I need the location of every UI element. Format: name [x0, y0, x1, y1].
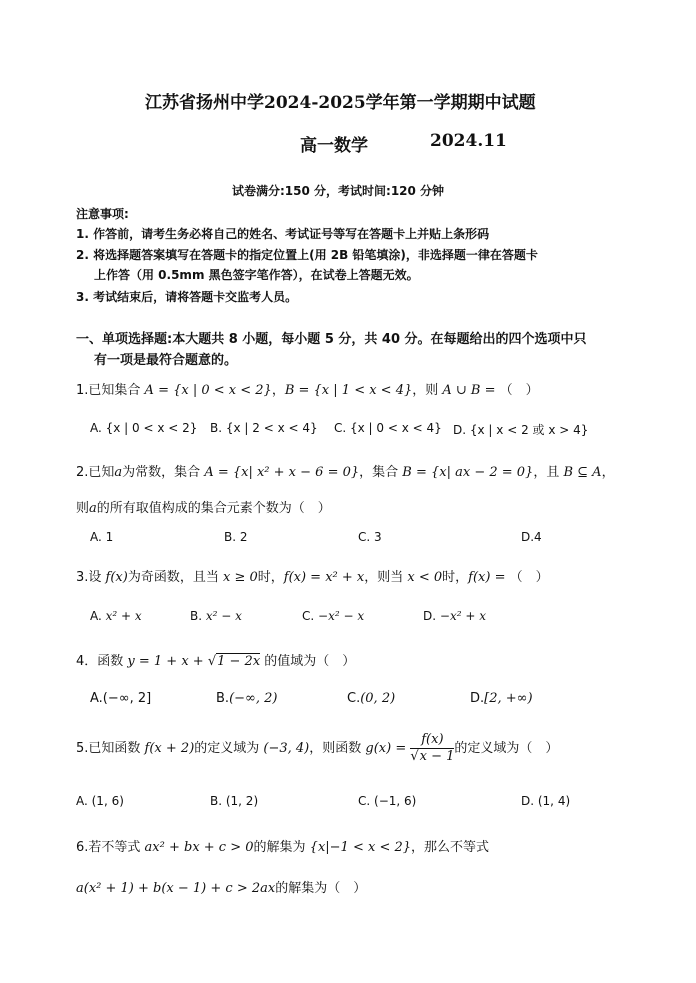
question-4-stem — [76, 650, 355, 669]
question-5-text-c: ，则函数 — [309, 741, 366, 756]
question-5-text-a: 5.已知函数 — [76, 741, 145, 756]
question-5-stem — [76, 732, 558, 765]
question-3-text-c: 时， — [257, 570, 284, 585]
question-4-option-d-interval: [2, +∞) — [484, 691, 533, 706]
question-2-set-b: B = {x| ax − 2 = 0} — [402, 465, 534, 480]
notes-item-1: 1. 作答前，请考生务必将自己的姓名、考试证号等写在答题卡上并贴上条形码 — [76, 227, 490, 241]
question-4-option-d — [470, 691, 533, 706]
question-3-text-e: 时， — [442, 570, 469, 585]
question-6-inequality-1: ax² + bx + c > 0 — [144, 840, 254, 855]
section-1-line-1: 一、单项选择题:本大题共 8 小题，每小题 5 分，共 40 分。在每题给出的四个选项中只 — [76, 332, 587, 347]
question-5-text-b: 的定义域为 — [194, 741, 264, 756]
question-3-text-b: 为奇函数，且当 — [127, 570, 223, 585]
question-4-option-b-interval: (−∞, 2) — [229, 691, 278, 706]
question-4-option-b-label: B. — [216, 691, 230, 706]
question-4-option-c — [347, 691, 395, 706]
question-2-subset-expression: B ⊆ A — [563, 465, 602, 480]
question-3-fx: f(x) — [105, 570, 128, 585]
question-4-radicand: 1 − 2x — [217, 654, 261, 669]
question-3-option-d — [423, 609, 486, 623]
question-2-stem — [76, 461, 615, 480]
question-4-expression: y = 1 + x + — [127, 654, 208, 669]
question-4-option-c-label: C. — [347, 691, 361, 706]
question-3-option-b — [190, 609, 242, 623]
question-2-line2-text-b: 的所有取值构成的集合元素个数为（ ） — [96, 501, 331, 516]
question-6-solution-set: {x|−1 < x < 2} — [309, 840, 412, 855]
question-3-answer-paren: （ ） — [509, 570, 549, 585]
question-1-option-a: A. {x | 0 < x < 2} — [90, 421, 198, 435]
question-3-option-d-expression: −x² + x — [439, 609, 486, 623]
question-4-option-b — [216, 691, 277, 706]
question-1-option-d: D. {x | x < 2 或 x > 4} — [453, 423, 589, 437]
question-5-fraction-denominator — [410, 749, 454, 765]
question-1-expression: A ∪ B = — [442, 383, 500, 398]
question-3-option-c-label: C. — [302, 609, 315, 623]
exam-title: 江苏省扬州中学2024-2025学年第一学期期中试题 — [145, 93, 536, 113]
question-1-set-a: A = {x | 0 < x < 2} — [144, 383, 272, 398]
question-6-text-c: ，那么不等式 — [411, 840, 490, 855]
question-2-set-a: A = {x| x² + x − 6 = 0} — [204, 465, 360, 480]
question-3-option-c-expression: −x² − x — [318, 609, 365, 623]
question-1-text-a: 1.已知集合 — [76, 383, 145, 398]
exam-info: 试卷满分:150 分，考试时间:120 分钟 — [232, 184, 445, 198]
section-1-line-2: 有一项是最符合题意的。 — [94, 353, 238, 368]
question-2-line2-text-a: 则 — [76, 501, 90, 516]
question-3-option-a — [90, 609, 142, 623]
question-5-option-d: D. (1, 4) — [521, 794, 571, 808]
question-3-option-b-expression: x² − x — [205, 609, 242, 623]
radical-sign: √ — [410, 749, 419, 764]
question-1-separator: ， — [271, 383, 285, 398]
question-3-option-d-label: D. — [423, 609, 437, 623]
question-1-option-c: C. {x | 0 < x < 4} — [334, 421, 442, 435]
question-1-answer-paren: （ ） — [499, 383, 539, 398]
notes-item-2-line-1: 2. 将选择题答案填写在答题卡的指定位置上(用 2B 铅笔填涂)，非选择题一律在答题卡 — [76, 248, 538, 262]
question-6-inequality-2: a(x² + 1) + b(x − 1) + c > 2ax — [76, 881, 276, 896]
question-3-stem — [76, 566, 549, 585]
question-5-expression-2: g(x) = — [365, 741, 411, 756]
question-1-text-b: ，则 — [412, 383, 443, 398]
question-5-radicand: x − 1 — [419, 749, 455, 764]
question-1-option-b: B. {x | 2 < x < 4} — [210, 421, 318, 435]
question-3-option-c — [302, 609, 364, 623]
question-3-text-a: 3.设 — [76, 570, 106, 585]
question-2-option-b: B. 2 — [224, 530, 248, 544]
question-4-text-a: 4．函数 — [76, 654, 128, 669]
question-4-text-b: 的值域为（ ） — [260, 654, 356, 669]
question-6-text-a: 6.若不等式 — [76, 840, 145, 855]
question-2-text-c: ，集合 — [359, 465, 403, 480]
question-2-stem-line-2 — [76, 497, 331, 516]
question-5-domain: (−3, 4) — [263, 741, 310, 756]
question-3-option-a-label: A. — [90, 609, 102, 623]
exam-date: 2024.11 — [430, 131, 507, 151]
question-5-option-c: C. (−1, 6) — [358, 794, 417, 808]
question-6-stem-line-2 — [76, 877, 366, 896]
question-6-text-d: 的解集为（ ） — [275, 881, 367, 896]
question-6-text-b: 的解集为 — [253, 840, 310, 855]
question-2-option-d: D.4 — [521, 530, 542, 544]
question-1-set-b: B = {x | 1 < x < 4} — [284, 383, 413, 398]
question-3-text-d: ，则当 — [364, 570, 408, 585]
question-3-option-b-label: B. — [190, 609, 203, 623]
question-5-fraction-numerator: f(x) — [410, 732, 454, 749]
question-3-condition-1: x ≥ 0 — [222, 570, 258, 585]
question-2-option-a: A. 1 — [90, 530, 114, 544]
question-4-option-a: A.(−∞, 2] — [90, 691, 152, 706]
question-5-expression-1: f(x + 2) — [144, 741, 195, 756]
question-2-line2-variable: a — [89, 501, 97, 516]
question-3-expression-1: f(x) = x² + x — [283, 570, 365, 585]
question-3-condition-2: x < 0 — [407, 570, 443, 585]
question-5-fraction — [410, 732, 454, 765]
question-2-option-c: C. 3 — [358, 530, 382, 544]
question-2-text-d: ，且 — [533, 465, 564, 480]
question-4-option-d-label: D. — [470, 691, 485, 706]
notes-heading: 注意事项: — [76, 207, 129, 221]
question-6-stem — [76, 836, 489, 855]
question-3-option-a-expression: x² + x — [105, 609, 142, 623]
question-2-variable-a: a — [114, 465, 123, 480]
radical-sign: √ — [207, 654, 217, 669]
question-5-text-d: 的定义域为（ ） — [454, 741, 559, 756]
exam-subject: 高一数学 — [300, 136, 368, 156]
question-5-option-a: A. (1, 6) — [76, 794, 124, 808]
question-5-option-b: B. (1, 2) — [210, 794, 259, 808]
notes-item-2-line-2: 上作答（用 0.5mm 黑色签字笔作答），在试卷上答题无效。 — [94, 268, 419, 282]
question-2-text-e: ， — [601, 465, 615, 480]
question-1-stem — [76, 379, 539, 398]
question-2-text-a: 2.已知 — [76, 465, 115, 480]
question-3-expression-2: f(x) = — [468, 570, 510, 585]
notes-item-3: 3. 考试结束后，请将答题卡交监考人员。 — [76, 290, 298, 304]
question-4-option-c-interval: (0, 2) — [360, 691, 396, 706]
question-2-text-b: 为常数，集合 — [122, 465, 205, 480]
